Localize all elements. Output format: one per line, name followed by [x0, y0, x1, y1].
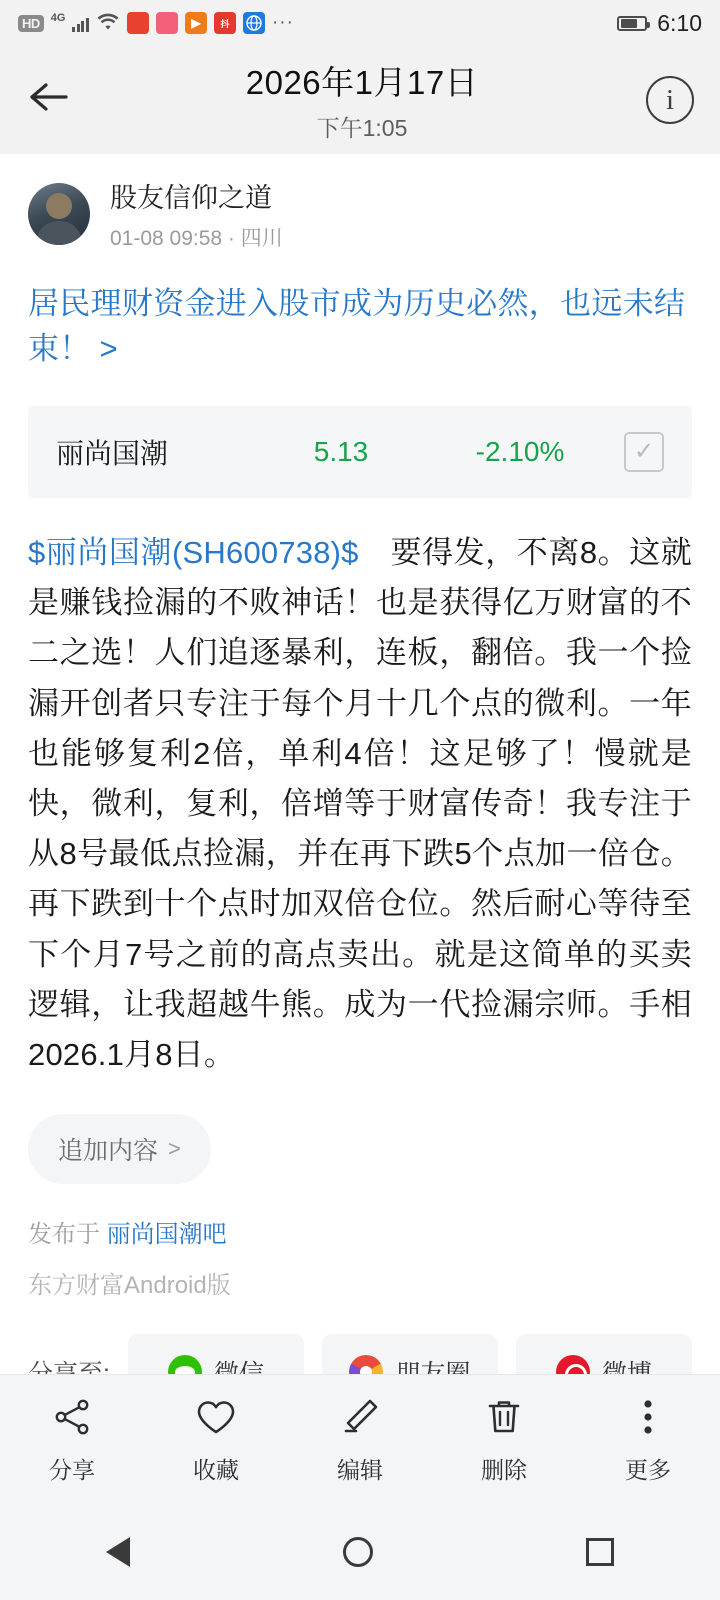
toolbar-more-button[interactable]: [576, 1394, 720, 1485]
status-bar-right: [617, 10, 702, 37]
toolbar-delete-label: 删除: [481, 1457, 527, 1483]
toolbar-share-button[interactable]: [0, 1394, 144, 1485]
wifi-icon: [96, 13, 120, 34]
post-body: [28, 528, 692, 1080]
status-overflow-dots-icon: ···: [271, 12, 294, 34]
avatar[interactable]: [28, 183, 90, 245]
back-arrow-icon[interactable]: [26, 77, 78, 124]
stock-change-percent: -2.10%: [475, 435, 565, 467]
post-body-text: 要得发，不离8。这就是赚钱捡漏的不败神话！也是获得亿万财富的不二之选！人们追逐暴利，连板，翻倍。我一个捡漏开创者只专注于每个月十几个点的微利。一年也能够复利2倍，单利4倍！这足够了！慢就是快，微利，复利，倍增等于财富传奇！我专注于从8号最低点捡漏，并在再下跌5个点加一倍仓。再下跌到十个点时加双倍仓位。然后耐心等待至下个月7号之前的高点卖出。就是这简单的买卖逻辑，让我超越牛熊。成为一代捡漏宗师。手相2026.1月8日。: [28, 534, 692, 1073]
app-icon-pink: [156, 12, 178, 34]
nav-home-circle-icon[interactable]: [343, 1537, 373, 1567]
toolbar-more-label: 更多: [625, 1457, 671, 1483]
stock-price: 5.13: [313, 435, 369, 467]
bottom-toolbar: [0, 1374, 720, 1504]
publish-board-link[interactable]: 丽尚国潮吧: [106, 1221, 227, 1249]
toolbar-edit-button[interactable]: [288, 1394, 432, 1485]
more-dots-icon: [638, 1394, 658, 1440]
app-icon-red: [127, 12, 149, 34]
post-title-text: 居民理财资金进入股市成为历史必然，也远未结束！: [28, 286, 686, 366]
toolbar-edit-label: 编辑: [337, 1457, 383, 1483]
publish-line: [28, 1214, 692, 1249]
author-name[interactable]: 股友信仰之道: [110, 183, 272, 213]
nav-recents-square-icon[interactable]: [586, 1538, 614, 1566]
signal-bars-icon: [72, 15, 89, 32]
share-icon: [50, 1394, 94, 1440]
battery-icon: [617, 16, 647, 31]
stock-cashtag-link[interactable]: $丽尚国潮(SH600738)$: [28, 534, 359, 570]
toolbar-favorite-button[interactable]: [144, 1394, 288, 1485]
publish-prefix: 发布于: [28, 1221, 100, 1249]
post-content: [0, 154, 720, 1410]
page-title: 2026年1月17日: [245, 64, 479, 101]
trash-icon: [483, 1394, 525, 1440]
status-clock: 6:10: [657, 9, 702, 36]
app-header: [0, 46, 720, 154]
header-titles: [78, 57, 646, 143]
heart-icon: [193, 1394, 239, 1440]
post-title[interactable]: [28, 282, 692, 372]
author-meta: [110, 176, 283, 252]
author-timestamp: 01-08 09:58 · 四川: [110, 227, 283, 250]
stock-quote-card[interactable]: [28, 406, 692, 498]
chevron-right-icon: >: [168, 1136, 181, 1162]
status-bar-left: [18, 12, 294, 34]
system-navigation-bar: [0, 1504, 720, 1600]
stock-name: 丽尚国潮: [56, 437, 169, 469]
nav-back-triangle-icon[interactable]: [106, 1537, 130, 1567]
toolbar-share-label: 分享: [49, 1457, 95, 1483]
append-content-button[interactable]: [28, 1114, 211, 1184]
status-bar: [0, 0, 720, 46]
toolbar-favorite-label: 收藏: [193, 1457, 239, 1483]
hd-badge-icon: HD: [18, 15, 44, 32]
app-icon-blue: [243, 12, 265, 34]
pencil-icon: [338, 1394, 382, 1440]
app-icon-red2: 抖: [214, 12, 236, 34]
page-subtitle: 下午1:05: [316, 115, 408, 141]
append-content-label: 追加内容: [58, 1137, 159, 1166]
info-icon[interactable]: i: [646, 76, 694, 124]
author-row[interactable]: [28, 154, 692, 264]
post-title-chevron[interactable]: >: [99, 330, 118, 366]
app-icon-orange: ▶: [185, 12, 207, 34]
post-source: 东方财富Android版: [28, 1272, 231, 1300]
stock-add-checkbox-icon[interactable]: ✓: [624, 432, 664, 472]
4g-label-icon: 4G: [50, 12, 66, 24]
toolbar-delete-button[interactable]: [432, 1394, 576, 1485]
